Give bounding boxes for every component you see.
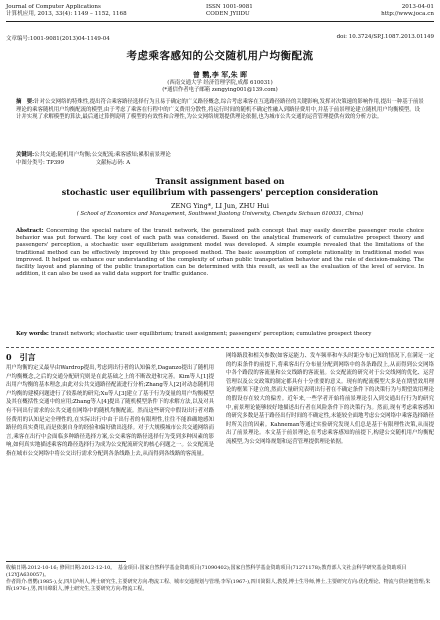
abstract-cn-text: 针对公交网络的特殊性,提出符合乘客路径选择行为且易于确定的广义路径概念,综合考虑乘客在互选路径路径的关键影响,发挥对决策速的影响作用,提出一种基于前景理论的乘客随机用户均衡配流的模型,由于考虑了乘客在行程中的广义费用分散性,将运行时间的随机不确定性融入到路径费用中,并基于前景理论建立随机用户均衡模型。设计并实现了求解模型的算法,最后通过算例说明了模型的有效性和合理性,为公交网络规划提供理论依据,也为城市公共交通的运营管理提供有效的分析方法。 [16,99,424,121]
journal-url[interactable]: http://www.joca.cn [381,11,434,17]
keywords-en-label: Key words: [16,331,49,337]
article-number: 文章编号:1001-9081(2013)04-1149-04 [6,36,110,42]
abstract-cn [16,99,424,122]
abstract-en-text: Concerning the special nature of the transit network, the generalized path concept that may easily describe passenger route choice behavior was put forward. The key cost of each path was considered. Based on the analytical framework of cumulative prospect theory and passengers' perception, a stochastic user equilibrium assignment model was developed. A simple example revealed that the limitations of the traditional method can be effectively improved by this proposed method. The basic assumption of complete rationality in traditional model was improved. It helped us enhance our understanding of the complexity of urban public transportation behavior and the rule of decision-making. The facility layout and planning of the public transportation can be determined with this result, as well as the evaluation of the level of service. In addition, it can also be used as valid data support for traffic guidance. [16,228,425,278]
abstract-cn-label: 摘 要: [16,99,35,105]
title-cn: 考虑乘客感知的公交随机用户均衡配流 [126,50,314,62]
article-meta [6,34,434,42]
header-rule [6,21,434,22]
affiliation-en: ( School of Economics and Management, Southwest Jiaotong University, Chengdu Sichuan 610031, China) [76,211,364,217]
issue-date: 2013-04-01 [401,4,434,10]
abstract-en [16,228,424,278]
authors-cn: 曾 鹦,李 军,朱 晖 [192,70,248,79]
title-en [0,176,440,198]
section-heading: 0 引言 [6,352,36,362]
clc-number: 中图分类号: TP399 [16,160,64,166]
keywords-cn [16,150,424,158]
journal-citation-cn: 计算机应用, 2013, 33(4): 1149 – 1152, 1168 [6,11,127,17]
footnote-funding: 收稿日期:2012-10-16; 修回日期:2012-12-10。 基金项目:国家自然科学基金资助项目(71090402);国家自然科学基金资助项目(71271178);教育部人文社会科学研究基金资助项目(12YJA630057)。 [6,565,407,578]
affiliation-cn-line: (西南交通大学 经济管理学院,成都 610031) [167,80,273,86]
authors-en: ZENG Ying*, LI Jun, ZHU Hui [171,202,269,210]
keywords-en [16,331,424,338]
issn: ISSN 1001-9081 [206,4,253,10]
keywords-cn-label: 关键词: [16,152,35,158]
document-code: 文献标志码: A [95,160,131,166]
coden: CODEN JYIIDU [206,11,250,17]
classification-cn [16,158,424,166]
abstract-en-label: Abstract: [16,228,44,234]
journal-header [6,4,434,30]
corresponding-email: (*通信作者电子邮箱 zengying001@139.com) [162,87,278,93]
footnote-authors: 作者简介:曾鹦(1985-),女,四川泸州人,博士研究生,主要研究方向:物流工程、城市交通规划与管理;李军(1967-),四川简阳人,教授,博士生导师,博士,主要研究方向:优化理论、物流与供应链管理;朱晖(1976-),男,四川绵阳人,博士研究生,主要研究方向:物流工程。 [6,579,431,592]
footnote-rule [6,561,126,562]
keywords-en-text: transit network; stochastic user equilibrium; transit assignment; passengers' perception; cumulative prospect theory [50,331,372,337]
doi[interactable]: doi: 10.3724/SP.J.1087.2013.01149 [336,34,434,40]
title-en-line-1: Transit assignment based on [155,176,285,186]
section-divider [6,347,434,348]
footnotes [6,565,434,593]
affiliation-cn [0,80,440,94]
journal-name-en: Journal of Computer Applications [6,4,101,10]
title-en-line-2: stochastic user equilibrium with passengers' perception consideration [61,187,379,197]
body-column-left: 用户均衡的定义最早由Wardrop提出,考虑到出行者的认知偏差,Daganzo提出了随机用户均衡概念,之后的交通分配研究则是在此基础之上的不断改进和完善。Kim等人[1]提出用户均衡的基本理念,由此对公共交通路径配流进行分析;Zhang等人[2]对动态随机用户均衡的建模问题进行了较系统的研究;Xu等人[3]建立了基于行为变量的用户均衡模型及其在概括性交通中的应用;Zhang等人[4]提出了随机模型条件下的求解方法,以及对具有不同出行需求的公共交通在网络中的随机均衡配流。然而这些研究中假设出行者对路径费用的认知是完全理性的,在实际出行中由于出行者的有限理性,往往不能准确地感知路径的真实费用,而是依据自身的经验和偏好做出选择。对于大规模城市公共交通网络而言,乘客在出行中会面临多种路径选择方案,公交乘客的路径选择行为受到多种因素的影响,如何真实地描述乘客的路径选择行为成为公交配流研究的核心问题之一。公交配流是指在城市公交网络中将公交出行需求分配到各条线路上去,从而得到各线路的客流量。 [6,365,214,457]
keywords-cn-text: 公共交通;随机用户均衡;公交配流;乘客感知;累积前景理论 [34,152,171,158]
body-column-right: 网络路段和相关参数(如客运能力、发车频率和车头时距分布)已知的情况下,在满足一定的约束条件的前提下,将乘客出行分布量分配到网络中的各条路段上,从而得到公交网络中各个路段的客流量和公交线路的客流量。公交配流的研究对于公交线网的优化、运营管理以及公交政策的制定都具有十分重要的意义。现有的配流模型大多是在期望效用理论的框架下建立的,然而大量研究表明出行者在不确定条件下的决策行为与期望效用理论的假设存在较大的偏差。近年来,一些学者开始将前景理论引入到交通出行行为的研究中,前景理论能够较好地描述出行者在风险条件下的决策行为。然而,现有考虑乘客感知的研究多数是基于路径出行时间的不确定性,未能较全面地考虑公交网络中乘客选择路径时所关注的因素。Kahneman等通过实验研究发现人们总是基于有限理性决策,从而提出了前景理论。本文基于前景理论,在考虑乘客感知的前提下,构建公交随机用户均衡配流模型,为公交网络规划和运营管理提供理论依据。 [226,353,434,445]
